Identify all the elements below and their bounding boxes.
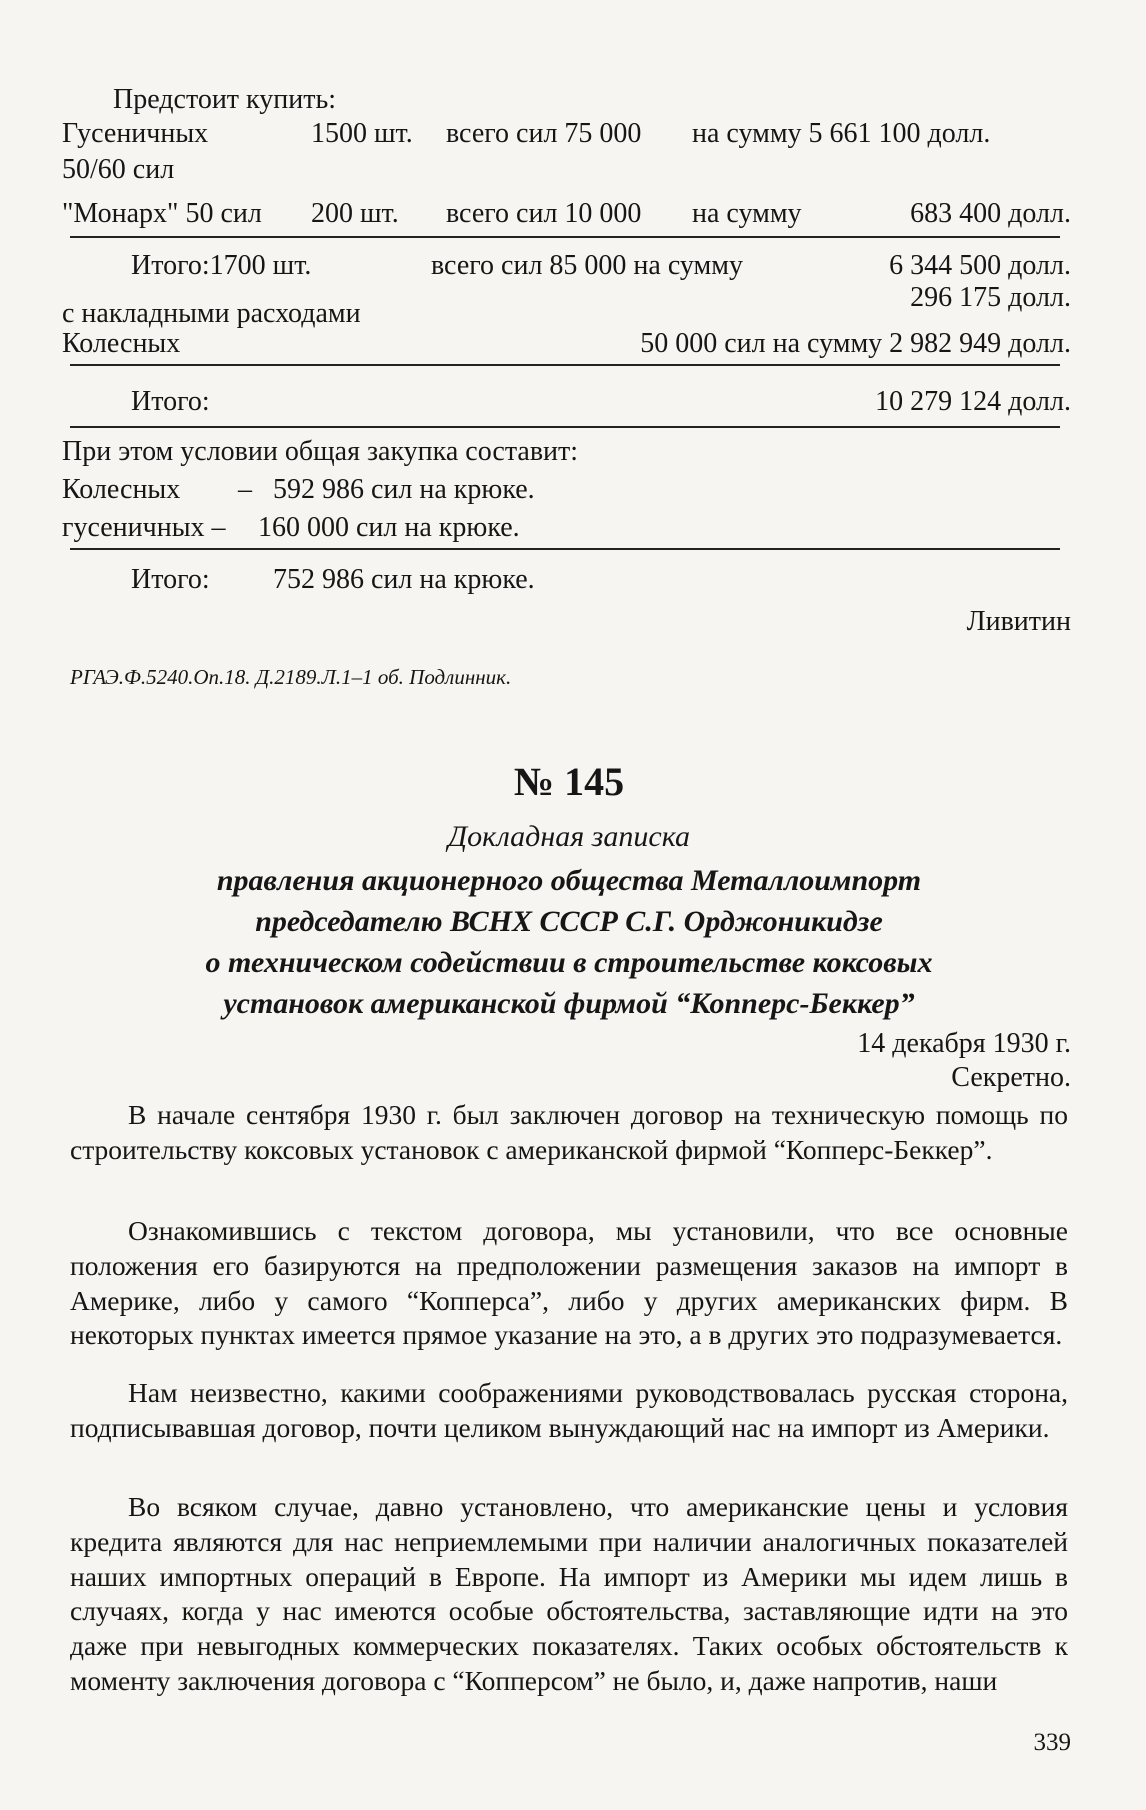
row-label: с накладными расходами — [62, 298, 361, 329]
row-total — [0, 384, 1146, 420]
row-label: Колесных — [62, 474, 181, 505]
row-label: Итого: — [131, 386, 210, 417]
paragraph: Во всяком случае, давно установлено, что американские цены и условия кредита являются для нас неприемлемыми при наличии аналогичных показателей наших импортных операций в Европе. На импорт из Америки мы идем лишь в случаях, когда у нас имеются особые обстоятельства, заставляющие идти на это даже при невыгодных коммерческих показателях. Таких особых обстоятельств к моменту заключения договора с “Копперсом” не было, и, даже напротив, наши — [70, 1491, 1068, 1696]
document-title — [70, 860, 1068, 1024]
title-line: установок американской фирмой “Копперс-Беккер” — [223, 987, 915, 1020]
title-line: председателю ВСНХ СССР С.Г. Орджоникидзе — [255, 905, 883, 938]
row-power: всего сил 75 000 — [446, 118, 642, 149]
paragraph: Нам неизвестно, какими соображениями руководствовалась русская сторона, подписывавшая договор, почти целиком вынуждающий нас на импорт из Америки. — [70, 1377, 1068, 1443]
page-number: 339 — [1033, 1729, 1071, 1756]
row-power: всего сил 85 000 на сумму — [431, 250, 743, 281]
row-label: гусеничных – — [62, 512, 226, 543]
source-note: РГАЭ.Ф.5240.Оп.18. Д.2189.Л.1–1 об. Подлинник. — [70, 665, 512, 689]
row-monarch — [0, 196, 1146, 232]
row-value: 752 986 сил на крюке. — [273, 564, 535, 595]
document-date: 14 декабря 1930 г. — [857, 1028, 1071, 1059]
row-wheeled — [0, 326, 1146, 362]
paragraph: Ознакомившись с текстом договора, мы установили, что все основные положения его базируются на предположении размещения заказов на импорт в Америке, либо у самого “Копперса”, либо у других американских фирм. В некоторых пунктах имеется прямое указание на это, а в других это подразумевается. — [70, 1215, 1068, 1351]
row-power: всего сил 10 000 — [446, 198, 642, 229]
row-subtotal — [0, 248, 1146, 284]
row-label: "Монарх" 50 сил — [62, 198, 262, 229]
row-amount: 10 279 124 долл. — [875, 386, 1071, 417]
row-label-2: 50/60 сил — [62, 154, 175, 185]
table-rule — [70, 548, 1060, 550]
signature: Ливитин — [966, 606, 1071, 637]
row-purchase-caterpillar — [0, 510, 1146, 546]
document-type: Докладная записка — [448, 820, 690, 853]
table-rule — [70, 236, 1060, 238]
table-rule — [70, 426, 1060, 428]
row-amount: 683 400 долл. — [910, 198, 1071, 229]
row-purchase-total — [0, 562, 1146, 598]
row-label: Колесных — [62, 328, 181, 359]
row-label: Итого:1700 шт. — [131, 250, 312, 281]
document-number: № 145 — [513, 759, 625, 804]
purchase-heading: При этом условии общая закупка составит: — [62, 436, 579, 467]
row-sum: на сумму — [692, 198, 802, 229]
row-caterpillar — [0, 116, 1146, 188]
row-qty: 1500 шт. — [311, 118, 413, 149]
row-amount: 296 175 долл. — [910, 282, 1071, 313]
row-purchase-wheeled — [0, 472, 1146, 508]
row-label: Итого: — [131, 564, 210, 595]
row-sum: на сумму 5 661 100 долл. — [692, 118, 991, 149]
row-detail: 50 000 сил на сумму 2 982 949 долл. — [640, 328, 1071, 359]
row-value: 160 000 сил на крюке. — [258, 512, 520, 543]
row-qty: 200 шт. — [311, 198, 399, 229]
row-label: Гусеничных — [62, 118, 209, 149]
row-amount: 6 344 500 долл. — [889, 250, 1071, 281]
title-line: правления акционерного общества Металлоимпорт — [216, 864, 922, 897]
table-heading: Предстоит купить: — [113, 84, 337, 115]
classification: Секретно. — [951, 1062, 1071, 1093]
title-line: о техническом содействии в строительстве коксовых — [205, 946, 933, 979]
table-rule — [70, 364, 1060, 366]
row-value: 592 986 сил на крюке. — [273, 474, 535, 505]
row-dash: – — [238, 474, 252, 505]
row-overhead — [0, 282, 1146, 329]
paragraph: В начале сентября 1930 г. был заключен договор на техническую помощь по строительству коксовых установок с американской фирмой “Копперс-Беккер”. — [70, 1099, 1068, 1165]
